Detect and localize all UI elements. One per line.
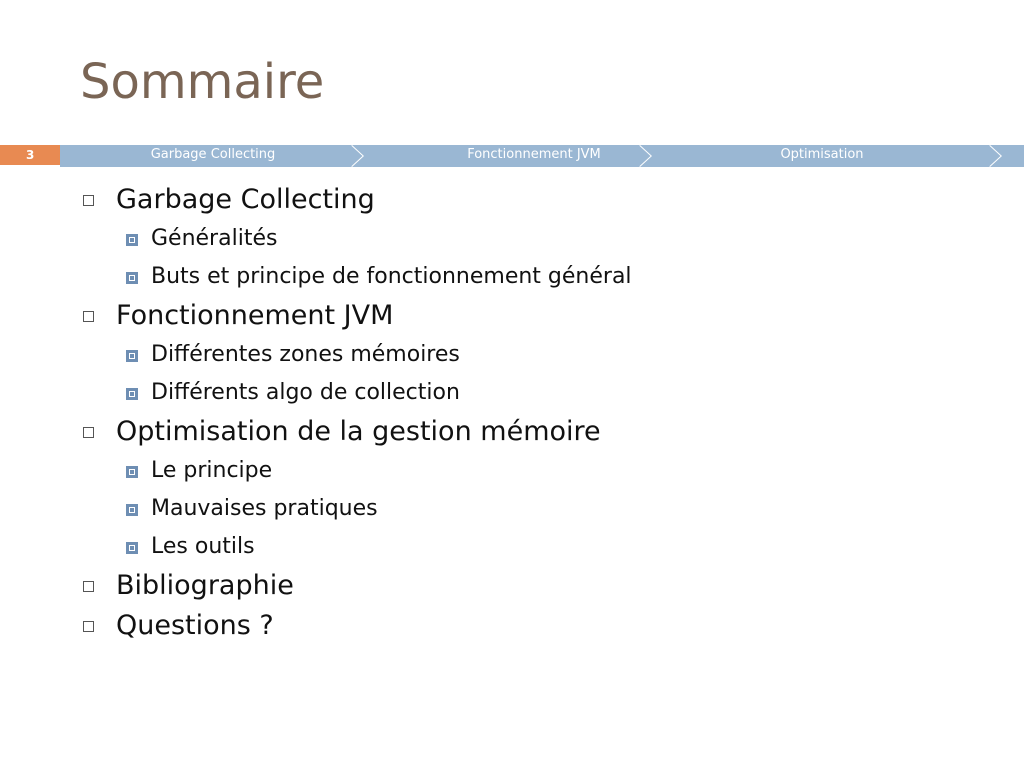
outline-subitem [80,374,980,412]
outline-item [80,180,980,220]
outline-item-label: Fonctionnement JVM [116,300,394,331]
nav-section-optimisation[interactable]: Optimisation [780,147,864,162]
hollow-square-bullet-icon [83,581,94,592]
outline-item [80,606,980,646]
outline-subitem [80,528,980,566]
outline-subitem-label: Buts et principe de fonctionnement général [151,264,632,289]
outline-subitem-label: Différentes zones mémoires [151,342,460,367]
filled-square-bullet-icon [126,388,138,400]
outline-item-label: Questions ? [116,610,274,641]
outline-item [80,566,980,606]
slide-title: Sommaire [80,54,325,110]
outline-item [80,412,980,452]
hollow-square-bullet-icon [83,621,94,632]
outline-subitem [80,258,980,296]
hollow-square-bullet-icon [83,311,94,322]
nav-section-fonctionnement-jvm[interactable]: Fonctionnement JVM [467,147,601,162]
hollow-square-bullet-icon [83,427,94,438]
outline-subitem-label: Généralités [151,226,278,251]
outline-item-label: Bibliographie [116,570,294,601]
filled-square-bullet-icon [126,350,138,362]
filled-square-bullet-icon [126,466,138,478]
nav-section-garbage-collecting[interactable]: Garbage Collecting [150,147,276,162]
filled-square-bullet-icon [126,542,138,554]
outline-subitem-label: Mauvaises pratiques [151,496,378,521]
outline-subitem [80,336,980,374]
hollow-square-bullet-icon [83,195,94,206]
outline-subitem-label: Différents algo de collection [151,380,460,405]
slide-number-badge: 3 [0,145,60,165]
outline-subitem [80,490,980,528]
filled-square-bullet-icon [126,504,138,516]
outline-item-label: Garbage Collecting [116,184,375,215]
outline-item-label: Optimisation de la gestion mémoire [116,416,601,447]
filled-square-bullet-icon [126,234,138,246]
outline-list [80,180,980,646]
outline-subitem-label: Le principe [151,458,273,483]
outline-subitem [80,220,980,258]
outline-item [80,296,980,336]
outline-subitem [80,452,980,490]
outline-subitem-label: Les outils [151,534,255,559]
filled-square-bullet-icon [126,272,138,284]
